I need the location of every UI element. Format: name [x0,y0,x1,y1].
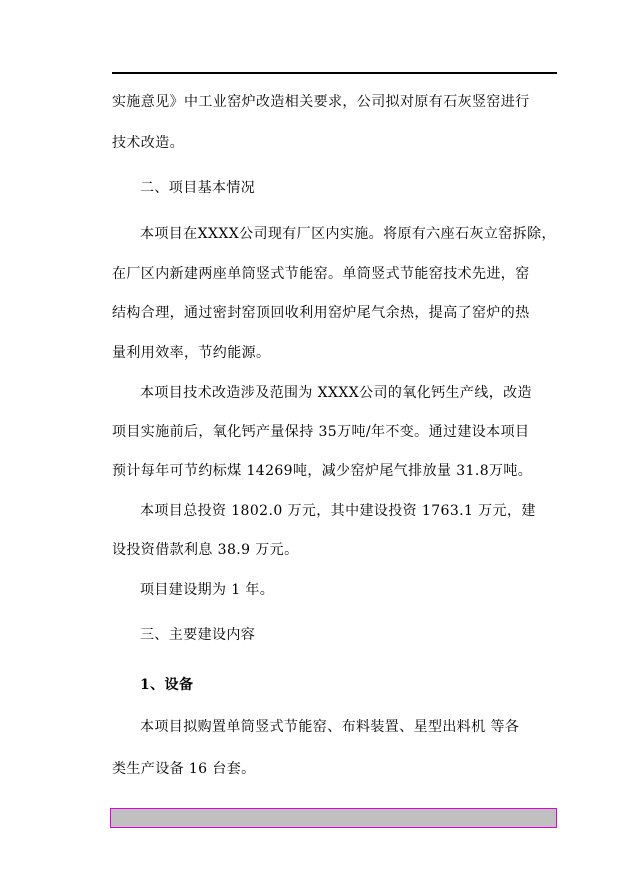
paragraph-line: 预计每年可节约标煤 14269吨，减少窑炉尾气排放量 31.8万吨。 [112,463,533,479]
paragraph-line: 在厂区内新建两座单筒竖式节能窑。单筒竖式节能窑技术先进，窑 [112,266,530,282]
section-heading: 三、主要建设内容 [140,627,256,643]
paragraph-line: 本项目拟购置单筒竖式节能窑、布料装置、星型出料机 等各 [140,719,520,735]
paragraph-line: 结构合理，通过密封窑顶回收利用窑炉尾气余热，提高了窑炉的热 [112,305,530,321]
paragraph-line: 项目建设期为 1 年。 [140,582,275,598]
paragraph-line: 类生产设备 16 台套。 [112,761,256,777]
paragraph-line: 技术改造。 [112,135,184,151]
paragraph-line: 设投资借款利息 38.9 万元。 [112,542,299,558]
paragraph-line: 实施意见》中工业窑炉改造相关要求，公司拟对原有石灰竖窑进行 [112,94,530,110]
paragraph-line: 本项目在XXXX公司现有厂区内实施。将原有六座石灰立窑拆除， [140,226,556,242]
paragraph-line: 项目实施前后，氧化钙产量保持 35万吨/年不变。通过建设本项目 [112,424,530,440]
paragraph-line: 本项目技术改造涉及范围为 XXXX公司的氧化钙生产线，改造 [140,385,532,401]
header-rule [112,72,557,74]
subsection-heading: 1、设备 [140,677,194,693]
footer-bar [110,808,557,828]
paragraph-line: 本项目总投资 1802.0 万元，其中建设投资 1763.1 万元，建 [140,503,536,519]
section-heading: 二、项目基本情况 [140,180,256,196]
paragraph-line: 量利用效率，节约能源。 [112,345,271,361]
